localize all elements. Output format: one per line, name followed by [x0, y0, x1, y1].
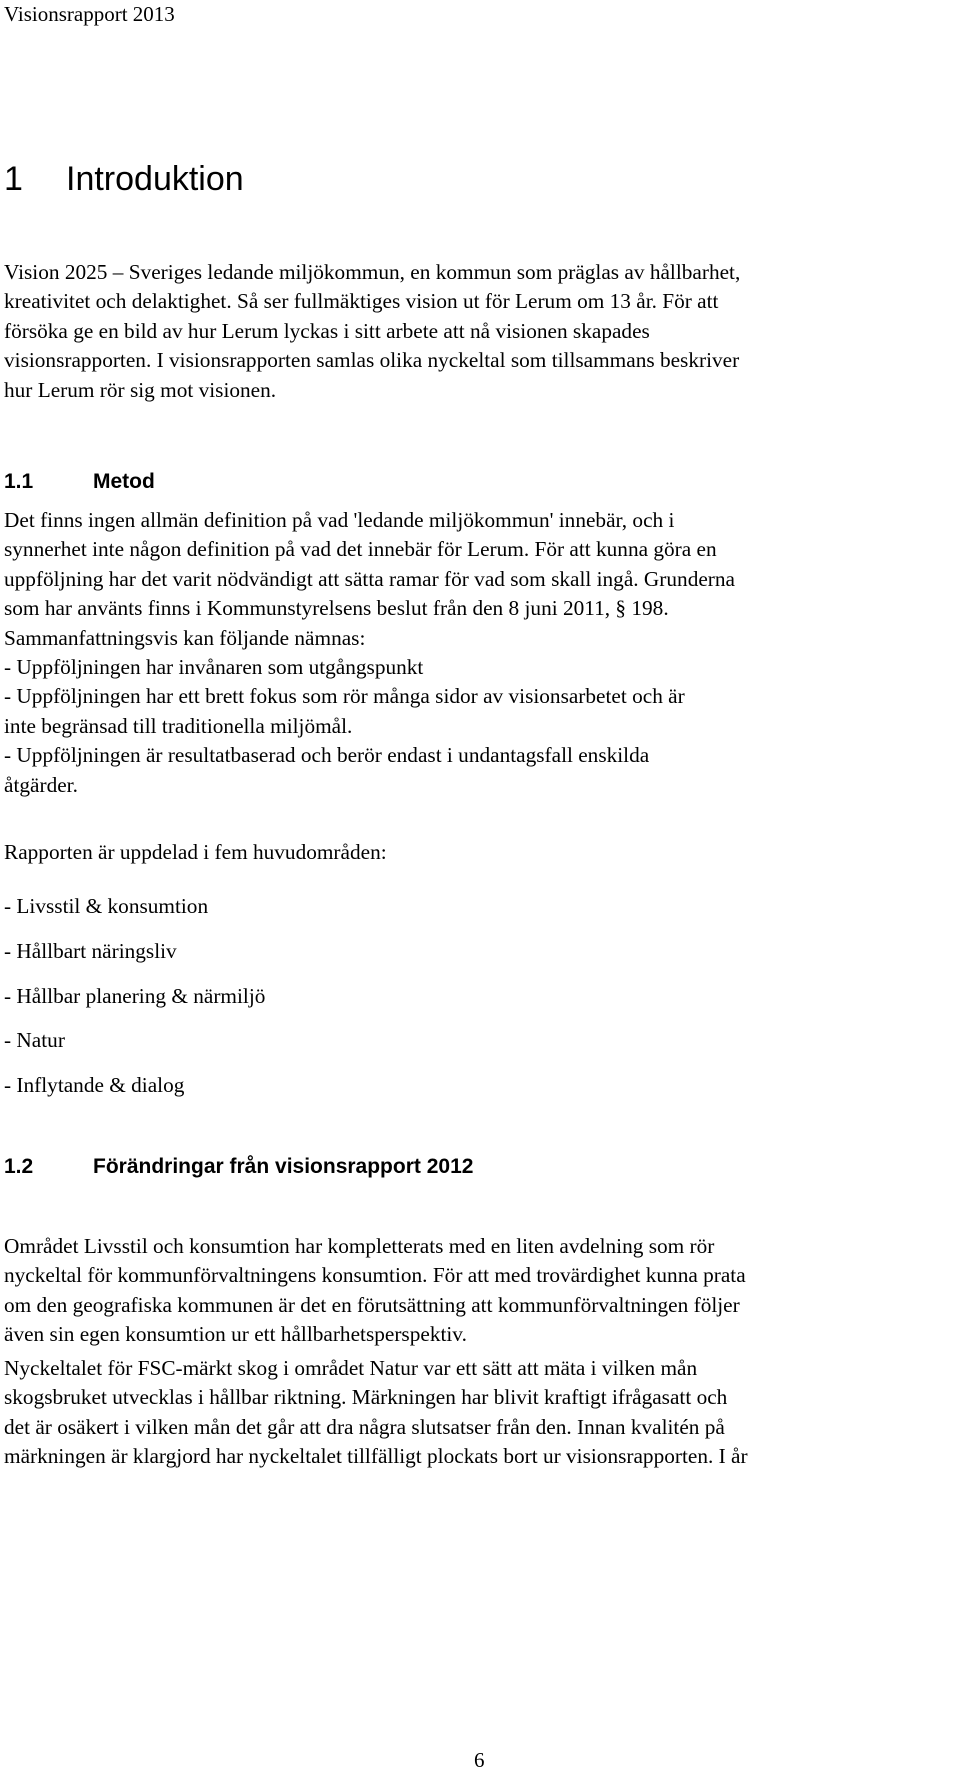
heading-introduktion [4, 160, 244, 199]
list-item: - Hållbar planering & närmiljö [4, 983, 266, 1008]
text-line: om den geografiska kommunen är det en förutsättning att kommunförvaltningen följer [4, 1292, 740, 1317]
changes-paragraph-2 [4, 1354, 954, 1472]
text-line: det är osäkert i vilken mån det går att dra några slutsatser från den. Innan kvalitén på [4, 1414, 725, 1439]
text-line: hur Lerum rör sig mot visionen. [4, 377, 277, 402]
areas-list [4, 892, 265, 1116]
text-line: försöka ge en bild av hur Lerum lyckas i sitt arbete att nå visionen skapades [4, 318, 650, 343]
text-line: nyckeltal för kommunförvaltningens konsumtion. För att med trovärdighet kunna prata [4, 1263, 746, 1288]
heading-number: 1.2 [4, 1155, 34, 1178]
heading-title: Metod [93, 470, 155, 493]
text-line: märkningen är klargjord har nyckeltalet tillfälligt plockats bort ur visionsrapporten. I år [4, 1444, 748, 1469]
text-line: synnerhet inte någon definition på vad det innebär för Lerum. För att kunna göra en [4, 537, 717, 562]
text-line: som har använts finns i Kommunstyrelsens beslut från den 8 juni 2011, § 198. [4, 596, 669, 621]
page-number: 6 [474, 1748, 485, 1772]
running-header: Visionsrapport 2013 [4, 2, 175, 26]
text-line: åtgärder. [4, 772, 78, 797]
text-line: Rapporten är uppdelad i fem huvudområden: [4, 840, 387, 864]
text-line: - Uppföljningen är resultatbaserad och berör endast i undantagsfall enskilda [4, 743, 650, 768]
method-paragraph [4, 506, 954, 800]
text-line: skogsbruket utvecklas i hållbar riktning. Märkningen har blivit kraftigt ifrågasatt och [4, 1385, 728, 1410]
text-line: uppföljning har det varit nödvändigt att sätta ramar för vad som skall ingå. Grunderna [4, 566, 735, 591]
intro-paragraph [4, 258, 954, 405]
text-line: Det finns ingen allmän definition på vad 'ledande miljökommun' innebär, och i [4, 508, 675, 532]
text-line: Nyckeltalet för FSC-märkt skog i området Natur var ett sätt att mäta i vilken mån [4, 1356, 698, 1380]
text-line: kreativitet och delaktighet. Så ser fullmäktiges vision ut för Lerum om 13 år. För att [4, 289, 719, 314]
list-item: - Hållbart näringsliv [4, 938, 177, 963]
text-line: inte begränsad till traditionella miljömål. [4, 713, 353, 738]
text-line: - Uppföljningen har ett brett fokus som rör många sidor av visionsarbetet och är [4, 684, 685, 709]
text-line: Sammanfattningsvis kan följande nämnas: [4, 625, 366, 650]
text-line: - Uppföljningen har invånaren som utgångspunkt [4, 655, 424, 680]
text-line: Området Livsstil och konsumtion har kompletterats med en liten avdelning som rör [4, 1234, 715, 1258]
heading-metod [4, 470, 155, 494]
heading-number: 1 [4, 160, 23, 198]
text-line: visionsrapporten. I visionsrapporten samlas olika nyckeltal som tillsammans beskriver [4, 348, 740, 373]
heading-forandringar [4, 1155, 473, 1179]
text-line: även sin egen konsumtion ur ett hållbarhetsperspektiv. [4, 1322, 467, 1347]
heading-title: Förändringar från visionsrapport 2012 [93, 1155, 474, 1178]
areas-intro [4, 838, 954, 867]
heading-number: 1.1 [4, 470, 34, 493]
text-line: Vision 2025 – Sveriges ledande miljökommun, en kommun som präglas av hållbarhet, [4, 260, 741, 284]
list-item: - Inflytande & dialog [4, 1073, 185, 1098]
list-item: - Natur [4, 1028, 65, 1053]
changes-paragraph-1 [4, 1232, 954, 1350]
list-item: - Livsstil & konsumtion [4, 894, 209, 918]
heading-title: Introduktion [66, 160, 244, 198]
